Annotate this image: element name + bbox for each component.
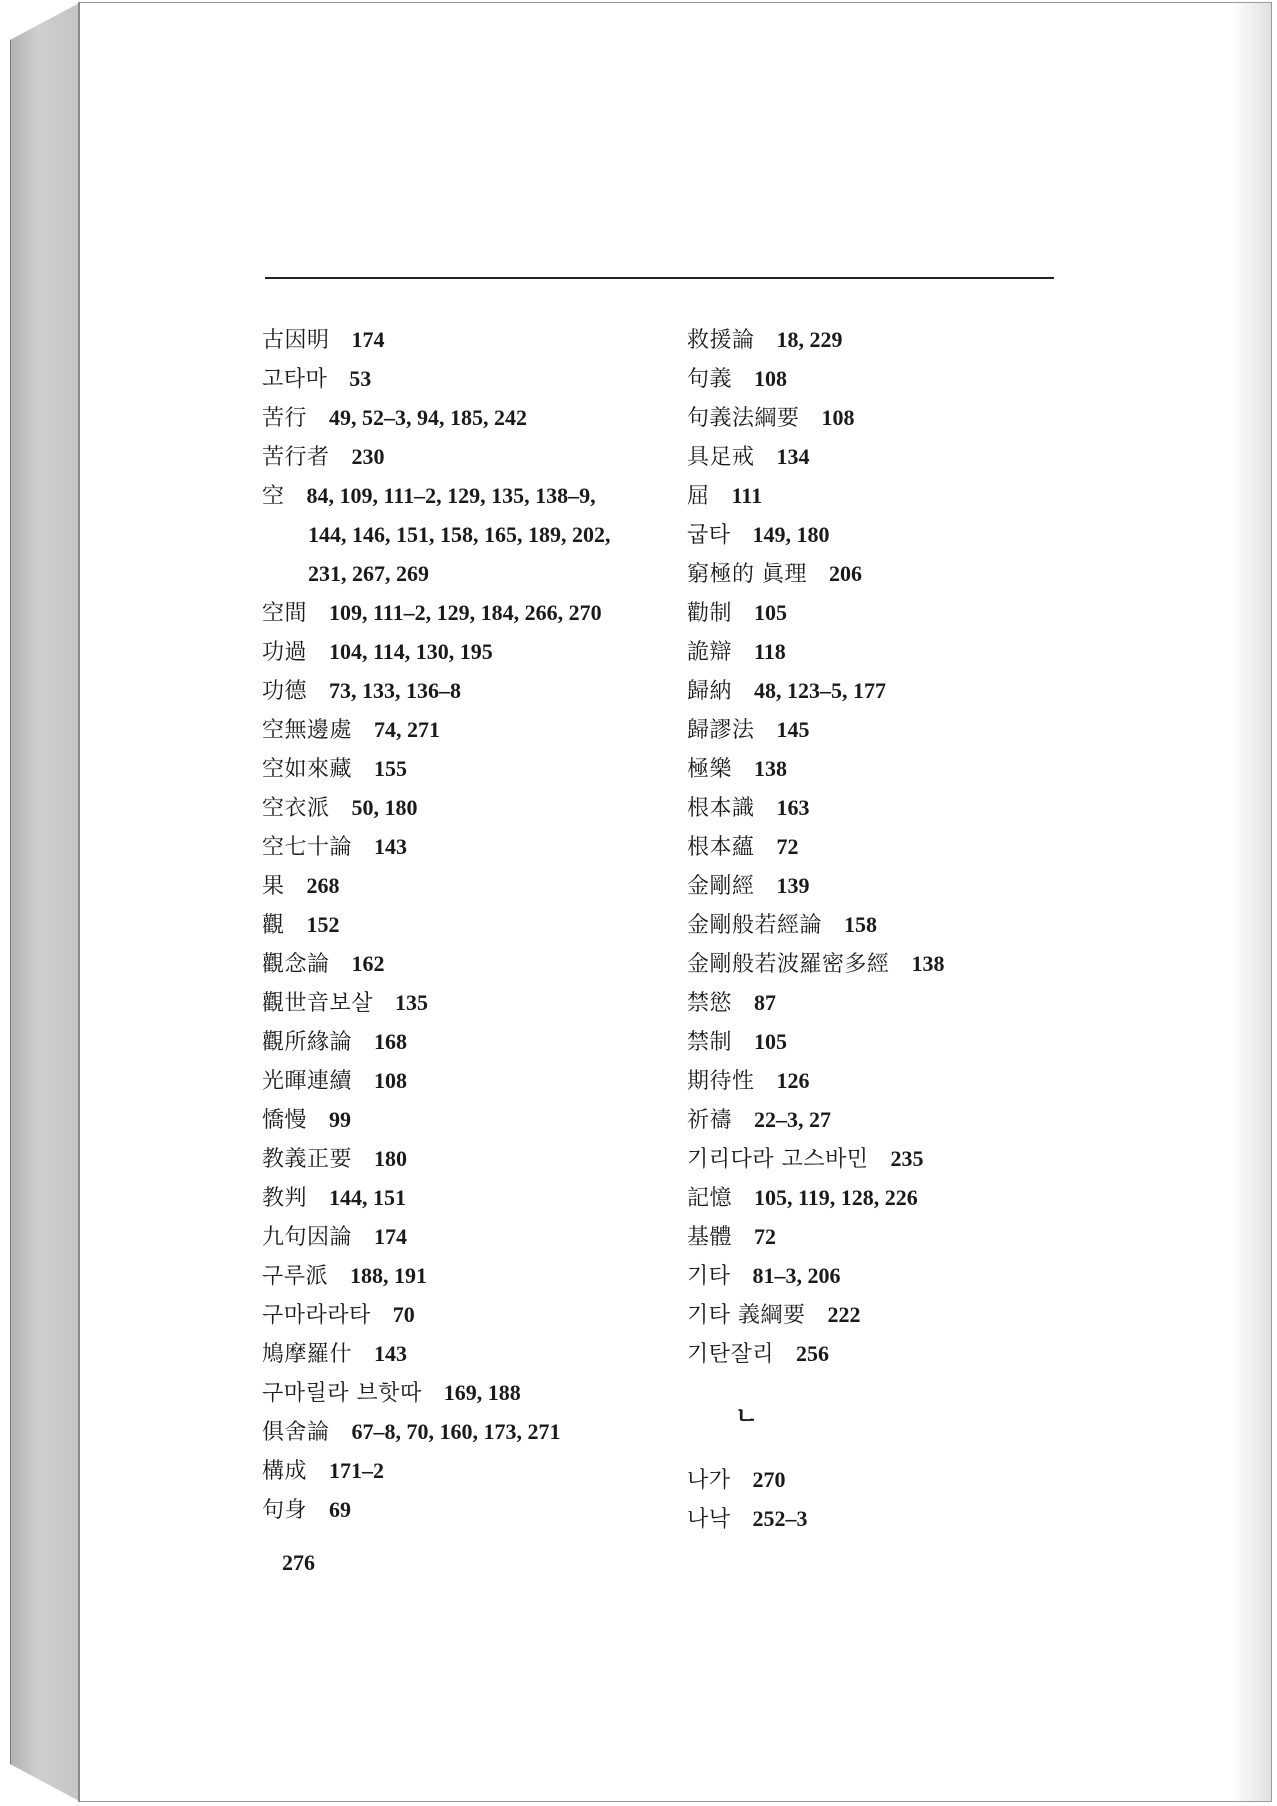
index-group-k: [687, 320, 1107, 1373]
index-page-refs: 53: [349, 366, 372, 391]
index-page-refs: 74, 271: [374, 717, 441, 742]
index-page-refs: 18, 229: [776, 327, 843, 352]
index-term: 觀世音보살: [262, 991, 374, 1016]
index-entry: [687, 1217, 1107, 1256]
index-term: 勸制: [687, 601, 733, 626]
index-term: 教判: [262, 1186, 308, 1211]
index-entry: [687, 593, 1107, 632]
index-term: 禁制: [687, 1030, 733, 1055]
index-term: 空間: [262, 601, 308, 626]
index-term: 觀念論: [262, 952, 330, 977]
index-page-refs: 48, 123–5, 177: [754, 678, 887, 703]
index-term: 金剛般若波羅密多經: [687, 952, 890, 977]
index-entry: [687, 320, 1107, 359]
index-term: 古因明: [262, 328, 330, 353]
index-entry: [687, 671, 1107, 710]
index-page-refs: 168: [374, 1029, 408, 1054]
header-rule: [265, 277, 1054, 279]
index-term: 禁慾: [687, 991, 733, 1016]
index-term: 觀所緣論: [262, 1030, 353, 1055]
index-entry: [262, 827, 662, 866]
index-entry: [262, 788, 662, 827]
index-term: 空: [262, 484, 285, 509]
index-term: 空衣派: [262, 796, 330, 821]
index-page-refs: 49, 52–3, 94, 185, 242: [329, 405, 528, 430]
page-edge-shadow: [1231, 3, 1271, 1801]
index-entry: [687, 1022, 1107, 1061]
index-page-refs: 235: [890, 1146, 924, 1171]
index-entry: [687, 749, 1107, 788]
index-entry: [687, 1256, 1107, 1295]
index-page-refs: 149, 180: [752, 522, 830, 547]
index-term: 窮極的 眞理: [687, 562, 807, 587]
index-term: 구마릴라 브핫따: [262, 1381, 422, 1406]
index-entry: [687, 1178, 1107, 1217]
index-page-refs: 84, 109, 111–2, 129, 135, 138–9,: [306, 483, 596, 508]
index-page-refs: 87: [754, 990, 777, 1015]
index-page-refs: 108: [821, 405, 855, 430]
index-term: 굽타: [687, 523, 731, 548]
index-entry: [687, 437, 1107, 476]
index-page-refs: 111: [731, 483, 763, 508]
index-entry: [262, 1373, 662, 1412]
index-page-refs: 155: [374, 756, 408, 781]
index-entry: [262, 671, 662, 710]
index-entry: [687, 1061, 1107, 1100]
index-page-refs: 158: [844, 912, 878, 937]
index-term: 苦行: [262, 406, 308, 431]
index-term: 記憶: [687, 1186, 733, 1211]
index-entry: [262, 1256, 662, 1295]
index-page-refs: 104, 114, 130, 195: [329, 639, 493, 664]
index-term: 極樂: [687, 757, 733, 782]
index-term: 觀: [262, 913, 285, 938]
index-page-refs: 70: [392, 1302, 415, 1327]
index-term: 句義: [687, 367, 733, 392]
index-term: 根本蘊: [687, 835, 755, 860]
index-entry: [262, 866, 662, 905]
index-page-refs: 108: [374, 1068, 408, 1093]
index-page-refs: 99: [329, 1107, 352, 1132]
index-entry: [262, 359, 662, 398]
index-term: 光暉連續: [262, 1069, 353, 1094]
index-term: 鳩摩羅什: [262, 1342, 353, 1367]
index-page-refs: 188, 191: [350, 1263, 428, 1288]
index-term: 基體: [687, 1225, 733, 1250]
index-entry: [687, 1334, 1107, 1373]
index-page-refs: 144, 151: [329, 1185, 407, 1210]
index-entry: [687, 632, 1107, 671]
index-page-refs: 145: [776, 717, 810, 742]
index-entry: [687, 944, 1107, 983]
index-entry: [262, 1100, 662, 1139]
index-page-refs: 139: [776, 873, 810, 898]
index-page-refs: 138: [754, 756, 788, 781]
index-term: 詭辯: [687, 640, 733, 665]
index-entry: [262, 632, 662, 671]
index-entry: [262, 1139, 662, 1178]
index-entry: [262, 1490, 662, 1529]
book-spine: [10, 2, 81, 1802]
index-term: 나낙: [687, 1507, 731, 1532]
index-page-refs: 109, 111–2, 129, 184, 266, 270: [329, 600, 602, 625]
index-term: 屈: [687, 484, 710, 509]
index-page-refs: 174: [374, 1224, 408, 1249]
index-entry: [687, 359, 1107, 398]
index-page-refs: 169, 188: [443, 1380, 521, 1405]
index-page-refs: 126: [776, 1068, 810, 1093]
index-term: 具足戒: [687, 445, 755, 470]
index-term: 教義正要: [262, 1147, 353, 1172]
index-entry: [262, 1412, 662, 1451]
index-term: 구루派: [262, 1264, 329, 1289]
index-term: 기타 義綱要: [687, 1303, 806, 1328]
index-page-refs: 108: [754, 366, 788, 391]
index-page-refs: 163: [776, 795, 810, 820]
index-term: 根本識: [687, 796, 755, 821]
index-term: 나가: [687, 1468, 731, 1493]
index-term: 果: [262, 874, 285, 899]
index-entry: [262, 749, 662, 788]
index-entry: [262, 1334, 662, 1373]
index-page-refs: 138: [911, 951, 945, 976]
index-entry: [262, 554, 662, 593]
index-page-refs: 268: [306, 873, 340, 898]
index-column-right: [687, 320, 1107, 1538]
index-entry: [687, 398, 1107, 437]
index-entry: [262, 1295, 662, 1334]
index-page-refs: 69: [329, 1497, 352, 1522]
index-term: 功過: [262, 640, 308, 665]
index-column-left: [262, 320, 662, 1529]
index-page-refs: 152: [306, 912, 340, 937]
index-entry: [687, 554, 1107, 593]
index-term: 기리다라 고스바민: [687, 1147, 869, 1172]
index-entry: [687, 1100, 1107, 1139]
index-entry: [262, 1061, 662, 1100]
index-page-refs: 73, 133, 136–8: [329, 678, 462, 703]
index-entry: [687, 1139, 1107, 1178]
index-term: 救援論: [687, 328, 755, 353]
index-term: 歸納: [687, 679, 733, 704]
index-term: 句身: [262, 1498, 308, 1523]
index-entry: [262, 905, 662, 944]
index-entry: [262, 515, 662, 554]
index-page-refs: 174: [351, 327, 385, 352]
index-term: 構成: [262, 1459, 308, 1484]
index-term: 功德: [262, 679, 308, 704]
index-term: 憍慢: [262, 1108, 308, 1133]
index-term: 기탄잘리: [687, 1342, 775, 1367]
index-page-refs: 162: [351, 951, 385, 976]
index-page-refs: 67–8, 70, 160, 173, 271: [351, 1419, 561, 1444]
index-entry: [687, 827, 1107, 866]
index-entry: [687, 866, 1107, 905]
index-entry: [262, 710, 662, 749]
index-entry: [262, 476, 662, 515]
index-entry: [262, 593, 662, 632]
index-term: 구마라라타: [262, 1303, 371, 1328]
section-heading-nieun: ㄴ: [735, 1402, 759, 1430]
index-entry: [687, 1295, 1107, 1334]
index-term: 俱舍論: [262, 1420, 330, 1445]
index-page-refs: 206: [829, 561, 862, 586]
page-number: 276: [282, 1550, 315, 1575]
index-entry: [262, 983, 662, 1022]
index-entry: [687, 905, 1107, 944]
index-term: 金剛經: [687, 874, 755, 899]
index-page-refs: 252–3: [752, 1506, 808, 1531]
index-term: 空如來藏: [262, 757, 353, 782]
index-term: 句義法綱要: [687, 406, 800, 431]
index-page-refs: 231, 267, 269: [308, 561, 429, 586]
index-entry: [687, 1499, 1107, 1538]
index-page-refs: 144, 146, 151, 158, 165, 189, 202,: [308, 522, 611, 547]
index-term: 苦行者: [262, 445, 330, 470]
index-page-refs: 105, 119, 128, 226: [754, 1185, 918, 1210]
index-term: 期待性: [687, 1069, 755, 1094]
index-page-refs: 270: [752, 1467, 786, 1492]
index-page-refs: 135: [395, 990, 429, 1015]
index-entry: [687, 788, 1107, 827]
index-term: 고타마: [262, 367, 328, 392]
index-term: 歸謬法: [687, 718, 755, 743]
index-page-refs: 50, 180: [351, 795, 418, 820]
index-entry: [262, 437, 662, 476]
index-entry: [262, 1178, 662, 1217]
index-entry: [687, 710, 1107, 749]
index-page-refs: 171–2: [329, 1458, 385, 1483]
index-page-refs: 105: [754, 600, 788, 625]
index-group-n: [687, 1460, 1107, 1538]
index-page-refs: 222: [827, 1302, 861, 1327]
index-entry: [262, 398, 662, 437]
index-page-refs: 143: [374, 1341, 408, 1366]
index-entry: [687, 515, 1107, 554]
index-page-refs: 143: [374, 834, 408, 859]
index-entry: [687, 1460, 1107, 1499]
index-term: 空無邊處: [262, 718, 353, 743]
index-page-refs: 118: [754, 639, 786, 664]
index-entry: [262, 1451, 662, 1490]
index-entry: [687, 983, 1107, 1022]
index-page-refs: 72: [776, 834, 799, 859]
index-page-refs: 180: [374, 1146, 408, 1171]
index-page-refs: 72: [754, 1224, 777, 1249]
index-term: 기타: [687, 1264, 731, 1289]
index-term: 空七十論: [262, 835, 353, 860]
index-entry: [262, 320, 662, 359]
index-term: 祈禱: [687, 1108, 733, 1133]
index-term: 金剛般若經論: [687, 913, 823, 938]
index-entry: [262, 944, 662, 983]
index-page-refs: 134: [776, 444, 810, 469]
index-entry: [262, 1217, 662, 1256]
index-page-refs: 230: [351, 444, 385, 469]
index-page-refs: 22–3, 27: [754, 1107, 832, 1132]
index-page-refs: 81–3, 206: [752, 1263, 841, 1288]
index-page-refs: 105: [754, 1029, 788, 1054]
index-entry: [262, 1022, 662, 1061]
index-page-refs: 256: [796, 1341, 830, 1366]
index-entry: [687, 476, 1107, 515]
index-term: 九句因論: [262, 1225, 353, 1250]
